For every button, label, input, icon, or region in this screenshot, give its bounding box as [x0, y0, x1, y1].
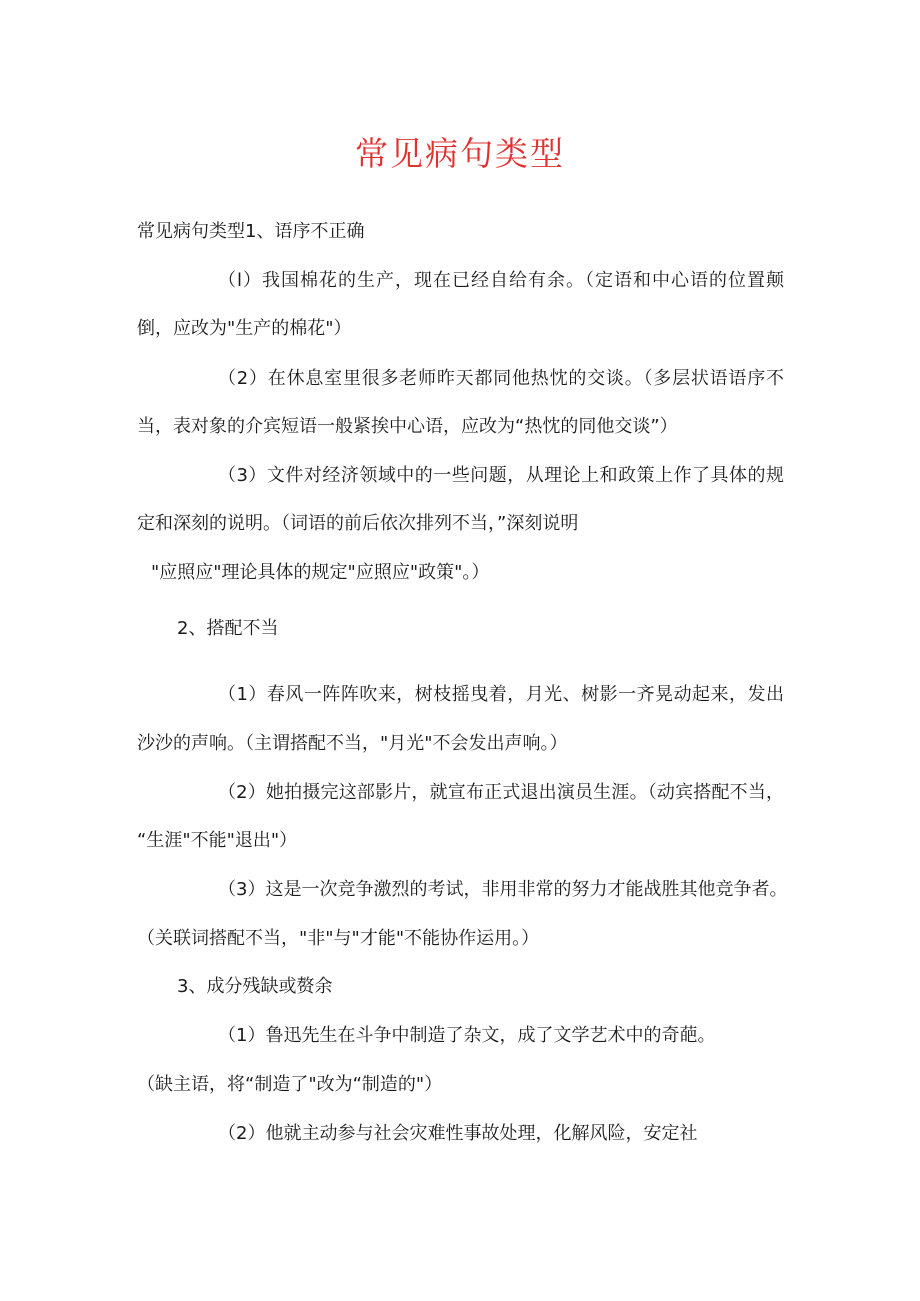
paragraph-line: “生涯"不能"退出"）: [137, 830, 298, 851]
paragraph-line: （2）在休息室里很多老师昨天都同他热忱的交谈。（多层状语语序不: [218, 368, 784, 389]
paragraph-line: （3）这是一次竞争激烈的考试，非用非常的努力才能战胜其他竞争者。: [218, 879, 788, 900]
paragraph-line: （2）他就主动参与社会灾难性事故处理，化解风险，安定社: [218, 1123, 698, 1144]
paragraph-line: （2）她拍摄完这部影片，就宣布正式退出演员生涯。（动宾搭配不当，: [218, 782, 784, 803]
paragraph-line: （3）文件对经济领域中的一些问题，从理论上和政策上作了具体的规: [218, 465, 784, 486]
document-title: 常见病句类型: [355, 134, 565, 173]
paragraph-line: 当，表对象的介宾短语一般紧挨中心语，应改为“热忱的同他交谈”）: [137, 416, 678, 437]
paragraph-line: （1）鲁迅先生在斗争中制造了杂文，成了文学艺术中的奇葩。: [218, 1025, 716, 1046]
paragraph-line: （关联词搭配不当，"非"与"才能"不能协作运用。）: [137, 928, 540, 949]
paragraph-line: 沙沙的声响。（主谓搭配不当，"月光"不会发出声响。）: [137, 733, 568, 754]
paragraph-line: （1）春风一阵阵吹来，树枝摇曳着，月光、树影一齐晃动起来，发出: [218, 684, 784, 705]
paragraph-line: "应照应"理论具体的规定"应照应"政策"。）: [151, 562, 490, 583]
section-heading: 2、搭配不当: [177, 618, 279, 639]
paragraph-line: （缺主语，将“制造了"改为“制造的"）: [137, 1074, 443, 1095]
paragraph-line: 倒，应改为"生产的棉花"）: [137, 318, 352, 339]
paragraph-line: （l）我国棉花的生产，现在已经自给有余。（定语和中心语的位置颠: [218, 270, 784, 291]
paragraph-line: 定和深刻的说明。（词语的前后依次排列不当，”深刻说明: [137, 513, 579, 534]
paragraph-line: 常见病句类型1、语序不正确: [137, 221, 365, 242]
section-heading: 3、成分残缺或赘余: [177, 976, 333, 997]
